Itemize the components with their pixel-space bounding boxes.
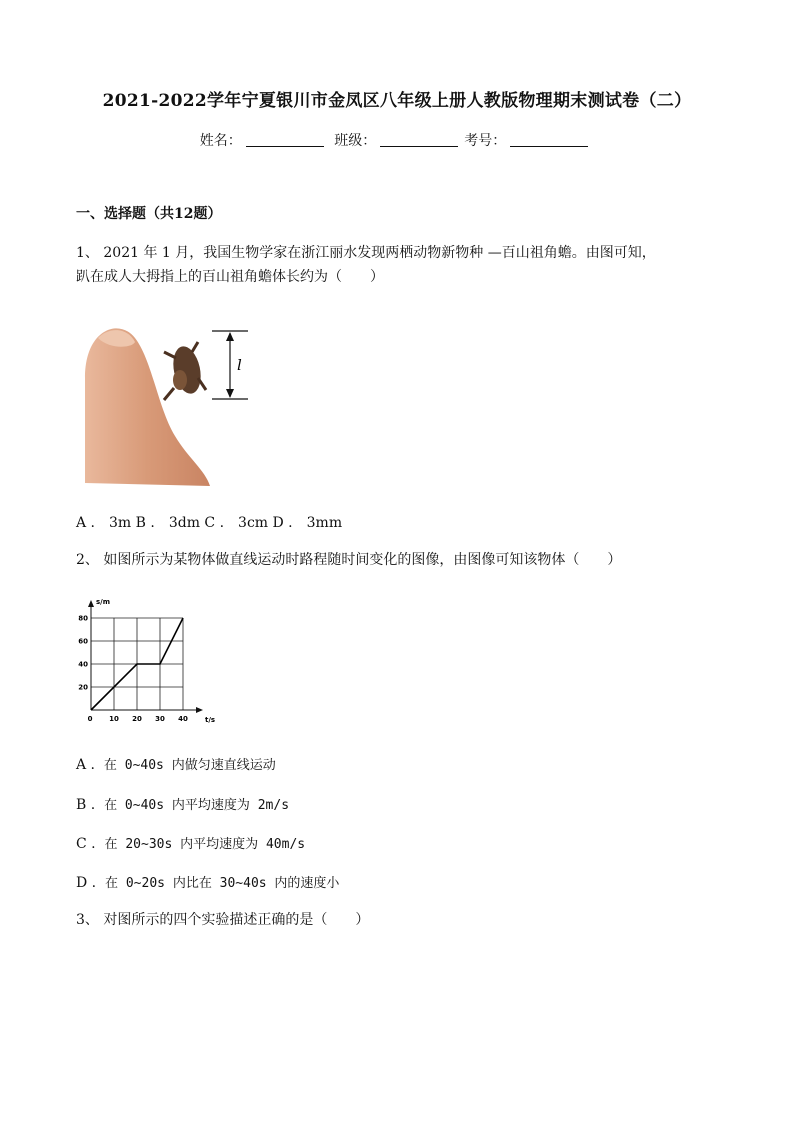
x-tick-label: 20	[132, 715, 142, 723]
question-3-number: 3、	[76, 912, 99, 928]
x-tick-label: 0	[87, 715, 93, 723]
y-tick-label: 60	[78, 637, 88, 646]
x-tick-label: 40	[178, 715, 188, 723]
y-tick-label: 40	[78, 660, 88, 669]
y-axis-label: s/m	[96, 598, 111, 606]
st-graph	[70, 592, 230, 724]
class-blank	[380, 132, 458, 147]
exam-no-blank	[510, 132, 588, 147]
option-letter: B .	[76, 797, 96, 813]
question-1-number: 1、	[76, 245, 99, 261]
frog-icon	[164, 342, 206, 400]
x-tick-label: 10	[109, 715, 119, 723]
question-1-text-line1: 2021 年 1 月，我国生物学家在浙江丽水发现两栖动物新物种 —百山祖角蟾。由图可知，	[103, 245, 656, 261]
x-tick-label: 30	[155, 715, 165, 723]
student-info-row	[0, 130, 794, 150]
option-text: 在 20~30s 内平均速度为 40m/s	[104, 837, 306, 852]
length-arrow-up	[226, 332, 234, 341]
question-2-text: 如图所示为某物体做直线运动时路程随时间变化的图像，由图像可知该物体（ ）	[103, 552, 622, 568]
question-3-text: 对图所示的四个实验描述正确的是（ ）	[103, 912, 370, 928]
class-label: 班级：	[334, 133, 377, 149]
page-title: 2021-2022学年宁夏银川市金凤区八年级上册人教版物理期末测试卷（二）	[102, 91, 692, 111]
question-2-line	[76, 548, 721, 572]
x-axis-label: t/s	[205, 716, 216, 724]
option-letter: C .	[76, 836, 96, 852]
question-2-number: 2、	[76, 552, 99, 568]
section-title: 一、选择题（共12题）	[76, 206, 222, 222]
question-2-option-a	[76, 754, 276, 773]
exam-no-label: 考号：	[464, 133, 507, 149]
y-tick-label: 20	[78, 683, 88, 692]
length-symbol: l	[237, 356, 242, 374]
question-2-option-b	[76, 794, 289, 813]
x-axis-arrow	[196, 707, 203, 713]
option-text: 在 0~20s 内比在 30~40s 内的速度小	[105, 876, 340, 891]
length-arrow-down	[226, 389, 234, 398]
option-letter: D .	[76, 875, 97, 891]
y-axis-arrow	[88, 600, 94, 607]
question-1-text-line2: 趴在成人大拇指上的百山祖角蟾体长约为（ ）	[76, 269, 384, 285]
name-blank	[246, 132, 324, 147]
option-text: 在 0~40s 内做匀速直线运动	[103, 758, 276, 773]
question-1-line-1	[76, 241, 721, 265]
question-2-option-d	[76, 872, 339, 891]
option-text: 在 0~40s 内平均速度为 2m/s	[104, 798, 290, 813]
name-label: 姓名：	[199, 133, 242, 149]
thumb-frog-figure	[80, 318, 260, 486]
y-tick-label: 80	[78, 614, 88, 623]
question-1-options: A . 3m B . 3dm C . 3cm D . 3mm	[76, 515, 343, 531]
option-letter: A .	[76, 757, 96, 773]
question-2-option-c	[76, 833, 305, 852]
question-3-line	[76, 908, 721, 932]
